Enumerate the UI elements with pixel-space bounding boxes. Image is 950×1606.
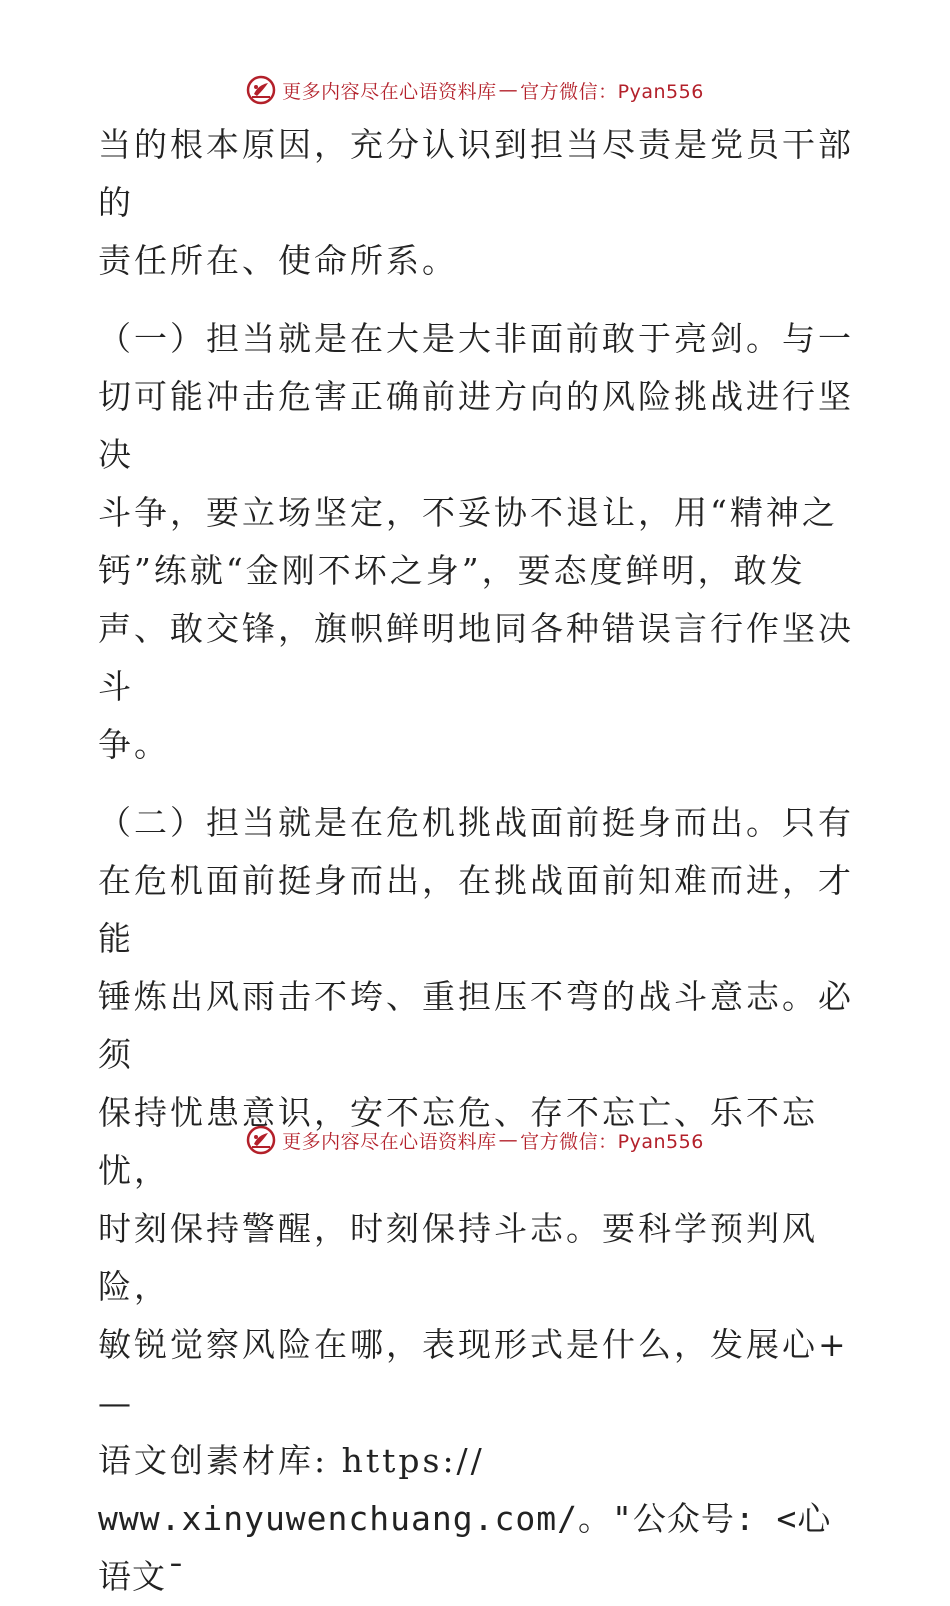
text-line: （一）担当就是在大是大非面前敢于亮剑。与一 xyxy=(98,319,854,358)
text-line: 在危机面前挺身而出，在挑战面前知难而进，才能 xyxy=(98,861,854,958)
text-line: 语文创素材库: https:// xyxy=(98,1441,485,1480)
banner-contact: 官方微信：Pyan556 xyxy=(520,80,704,103)
text-line: 声、敢交锋，旗帜鲜明地同各种错误言行作坚决斗 xyxy=(98,609,854,706)
header-banner xyxy=(0,72,950,108)
text-line-url: www.xinyuwenchuang.com/。"公众号: <心语文¯ xyxy=(98,1499,832,1596)
footer-banner xyxy=(0,1122,950,1158)
document-body xyxy=(98,116,858,1606)
banner-contact: 官方微信：Pyan556 xyxy=(520,1130,704,1153)
text-line: 当的根本原因，充分认识到担当尽责是党员干部的 xyxy=(98,125,854,222)
text-line: 时刻保持警醒，时刻保持斗志。要科学预判风险， xyxy=(98,1209,818,1306)
text-line: 责任所在、使命所系。 xyxy=(98,241,458,280)
book-pen-logo-icon xyxy=(246,75,276,105)
text-line: 敏锐觉察风险在哪，表现形式是什么，发展心+— xyxy=(98,1325,849,1422)
text-line: （二）担当就是在危机挑战面前挺身而出。只有 xyxy=(98,803,854,842)
book-pen-logo-icon xyxy=(246,1125,276,1155)
text-line: 斗争，要立场坚定，不妥协不退让，用“精神之 xyxy=(98,493,838,532)
banner-separator: — xyxy=(498,1129,519,1151)
text-line: 钙”练就“金刚不坏之身”，要态度鲜明，敢发 xyxy=(98,551,806,590)
text-line: 争。 xyxy=(98,725,170,764)
banner-title: 更多内容尽在心语资料库 xyxy=(282,1130,497,1153)
text-line: 切可能冲击危害正确前进方向的风险挑战进行坚决 xyxy=(98,377,854,474)
banner-separator: — xyxy=(498,79,519,101)
text-line: 保持忧患意识，安不忘危、存不忘亡、乐不忘忧， xyxy=(98,1093,818,1190)
banner-title: 更多内容尽在心语资料库 xyxy=(282,80,497,103)
text-line: 锤炼出风雨击不垮、重担压不弯的战斗意志。必须 xyxy=(98,977,854,1074)
